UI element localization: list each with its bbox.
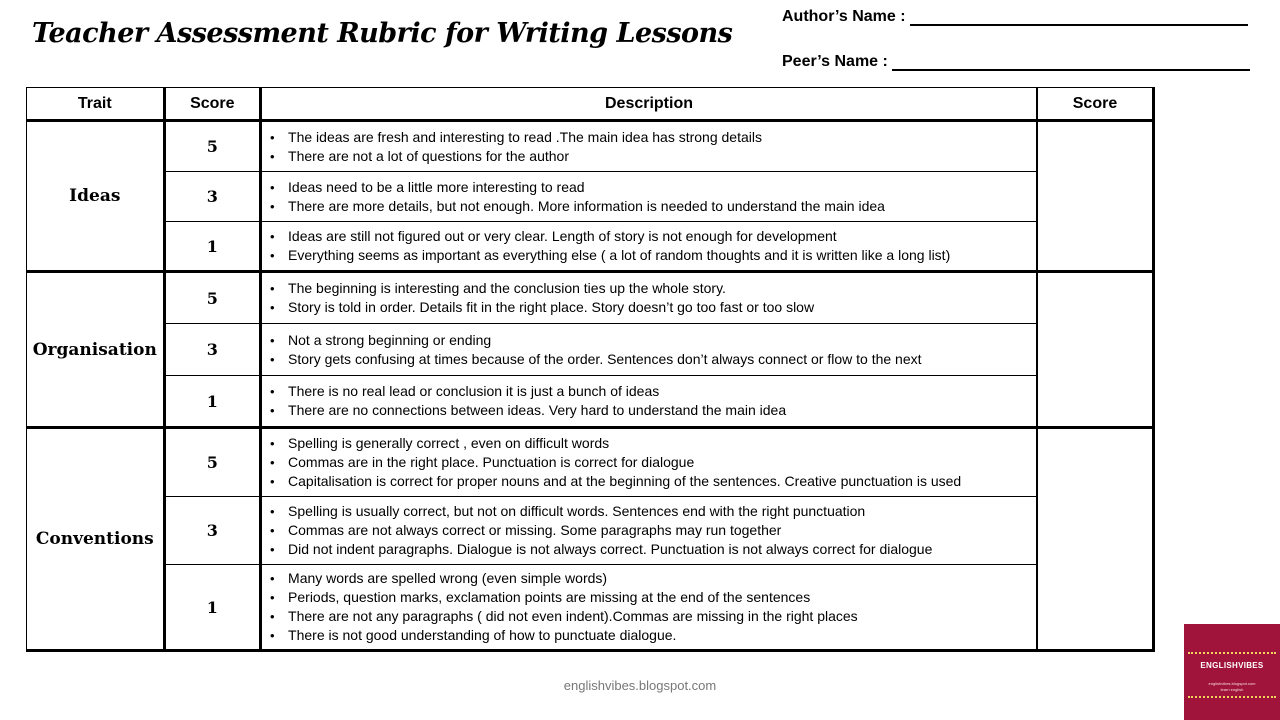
score-value: 3 — [164, 172, 260, 222]
logo-sub-text: englishvibes.blogspot.com — [1208, 681, 1256, 686]
description-list — [270, 382, 1036, 420]
trait-name: Ideas — [27, 121, 165, 272]
description-bullet: • Commas are not always correct or missing. Some paragraphs may run together — [270, 521, 1036, 540]
description-list — [270, 502, 1036, 559]
description-bullet: • There are more details, but not enough. More information is needed to understand the main idea — [270, 197, 1036, 216]
peer-name-label: Peer’s Name : — [782, 53, 888, 70]
footer-url[interactable]: englishvibes.blogspot.com — [563, 678, 717, 693]
description-list — [270, 227, 1036, 265]
description-bullet: • There is not good understanding of how to punctuate dialogue. — [270, 626, 1036, 645]
logo-brand-text: ENGLISHVIBES — [1200, 661, 1264, 670]
header-score: Score — [164, 88, 260, 121]
logo-dots-top — [1188, 652, 1276, 654]
description-bullet: • Ideas need to be a little more interesting to read — [270, 178, 1036, 197]
score-value: 1 — [164, 376, 260, 428]
description-list — [270, 331, 1036, 369]
description-bullet: • Spelling is usually correct, but not on difficult words. Sentences end with the right punctuation — [270, 502, 1036, 521]
rubric-table — [26, 87, 1155, 652]
description-bullet: • Everything seems as important as everything else ( a lot of random thoughts and it is written like a long list) — [270, 246, 1036, 265]
description-list — [270, 434, 1036, 491]
author-name-label: Author’s Name : — [782, 8, 906, 25]
description-cell — [261, 324, 1037, 376]
description-bullet: • Ideas are still not figured out or very clear. Length of story is not enough for development — [270, 227, 1036, 246]
description-bullet: • Many words are spelled wrong (even simple words) — [270, 569, 1036, 588]
description-list — [270, 128, 1036, 166]
logo-dots-bottom — [1188, 696, 1276, 698]
score-value: 5 — [164, 121, 260, 172]
rubric-body — [27, 121, 1154, 651]
description-bullet: • Spelling is generally correct , even on difficult words — [270, 434, 1036, 453]
description-list — [270, 178, 1036, 216]
score-value: 3 — [164, 324, 260, 376]
description-list — [270, 279, 1036, 317]
rubric-row — [27, 272, 1154, 324]
rubric-row — [27, 121, 1154, 172]
peer-name-line — [782, 53, 1250, 71]
score-value: 5 — [164, 428, 260, 497]
score-value: 5 — [164, 272, 260, 324]
description-list — [270, 569, 1036, 645]
rubric-row — [27, 428, 1154, 497]
rubric-row — [27, 497, 1154, 565]
score-entry-cell[interactable] — [1037, 428, 1154, 651]
description-cell — [261, 172, 1037, 222]
description-bullet: • Did not indent paragraphs. Dialogue is not always correct. Punctuation is not always correct for dialogue — [270, 540, 1036, 559]
description-cell — [261, 121, 1037, 172]
description-cell — [261, 428, 1037, 497]
description-cell — [261, 565, 1037, 651]
score-value: 1 — [164, 222, 260, 272]
description-cell — [261, 497, 1037, 565]
description-bullet: • Story is told in order. Details fit in the right place. Story doesn’t go too fast or too slow — [270, 298, 1036, 317]
description-bullet: • The ideas are fresh and interesting to read .The main idea has strong details — [270, 128, 1036, 147]
description-bullet: • There are no connections between ideas. Very hard to understand the main idea — [270, 401, 1036, 420]
peer-name-field[interactable] — [892, 55, 1250, 71]
rubric-row — [27, 565, 1154, 651]
logo-sub-text-2: learn english — [1220, 687, 1244, 692]
description-bullet: • There are not any paragraphs ( did not even indent).Commas are missing in the right places — [270, 607, 1036, 626]
header-score-right: Score — [1037, 88, 1154, 121]
score-entry-cell[interactable] — [1037, 121, 1154, 272]
description-cell — [261, 222, 1037, 272]
page-title: Teacher Assessment Rubric for Writing Lessons — [32, 18, 733, 49]
description-bullet: • The beginning is interesting and the conclusion ties up the whole story. — [270, 279, 1036, 298]
description-bullet: • Capitalisation is correct for proper nouns and at the beginning of the sentences. Creative punctuation is used — [270, 472, 1036, 491]
description-bullet: • Commas are in the right place. Punctuation is correct for dialogue — [270, 453, 1036, 472]
trait-name: Organisation — [27, 272, 165, 428]
rubric-row — [27, 324, 1154, 376]
score-value: 3 — [164, 497, 260, 565]
score-value: 1 — [164, 565, 260, 651]
trait-name: Conventions — [27, 428, 165, 651]
description-bullet: • Not a strong beginning or ending — [270, 331, 1036, 350]
description-cell — [261, 376, 1037, 428]
score-entry-cell[interactable] — [1037, 272, 1154, 428]
description-bullet: • There are not a lot of questions for the author — [270, 147, 1036, 166]
header-row — [27, 88, 1154, 121]
author-name-line — [782, 8, 1248, 26]
rubric-row — [27, 222, 1154, 272]
description-bullet: • There is no real lead or conclusion it is just a bunch of ideas — [270, 382, 1036, 401]
author-name-field[interactable] — [910, 10, 1248, 26]
description-bullet: • Story gets confusing at times because of the order. Sentences don’t always connect or flow to the next — [270, 350, 1036, 369]
description-bullet: • Periods, question marks, exclamation points are missing at the end of the sentences — [270, 588, 1036, 607]
englishvibes-logo — [1184, 624, 1280, 720]
rubric-row — [27, 376, 1154, 428]
description-cell — [261, 272, 1037, 324]
header-trait: Trait — [27, 88, 165, 121]
rubric-row — [27, 172, 1154, 222]
header-description: Description — [261, 88, 1037, 121]
